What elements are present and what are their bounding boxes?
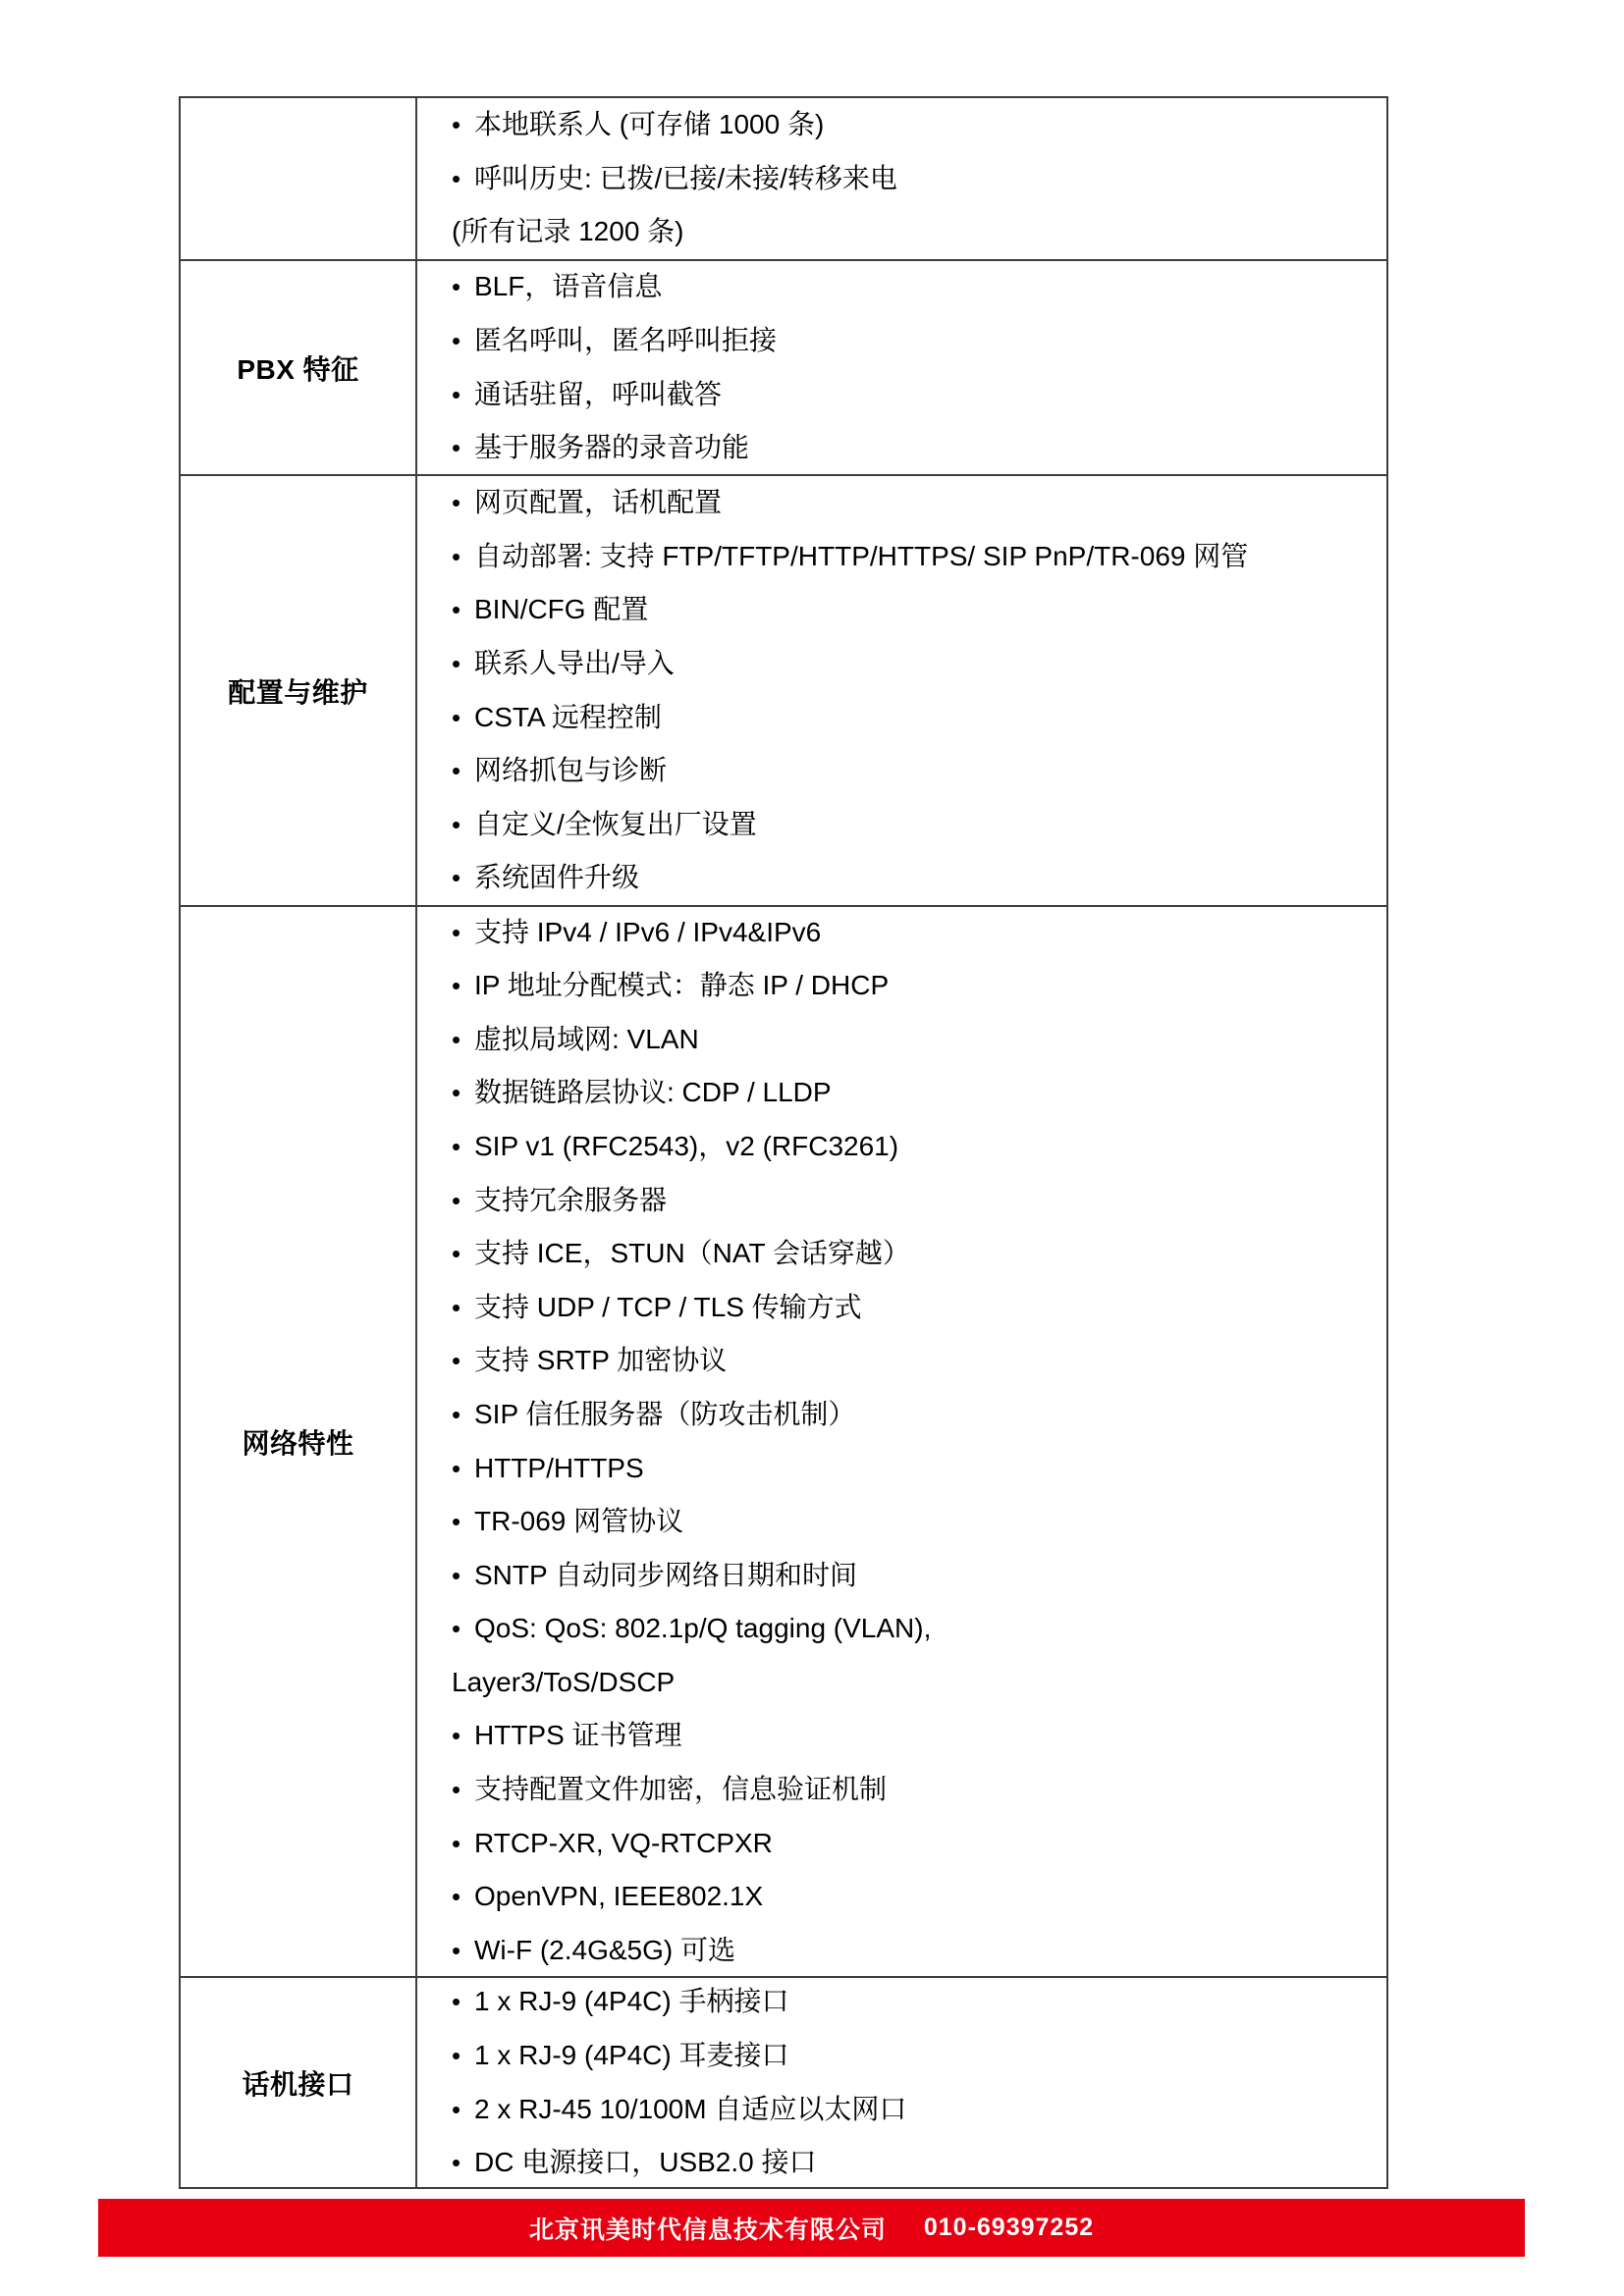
bullet-icon: • [452,1828,461,1858]
spec-text: 匿名呼叫，匿名呼叫拒接 [474,324,778,355]
spec-item [452,1388,1386,1442]
spec-item [452,1442,1386,1496]
bullet-icon: • [452,648,461,678]
spec-item [452,368,1386,422]
bullet-icon: • [452,1131,461,1161]
spec-item [452,1870,1386,1924]
bullet-icon: • [452,1507,461,1537]
bullet-icon: • [452,863,461,893]
spec-item [452,421,1386,474]
bullet-icon: • [452,1987,461,2017]
bullet-icon: • [452,272,461,302]
spec-item [452,314,1386,368]
bullet-icon: • [452,1346,461,1376]
bullet-icon: • [452,1239,461,1269]
spec-item [452,1227,1386,1281]
spec-item [452,2083,1386,2137]
bullet-icon: • [452,163,461,193]
spec-text: Layer3/ToS/DSCP [452,1666,676,1697]
spec-list [417,98,1386,259]
spec-item [452,798,1386,852]
footer-company: 北京讯美时代信息技术有限公司 [528,2216,887,2244]
spec-text: 1 x RJ-9 (4P4C) 耳麦接口 [474,2039,789,2070]
bullet-icon: • [452,2040,461,2070]
spec-item [452,744,1386,798]
spec-text: 数据链路层协议: CDP / LLDP [474,1077,832,1108]
spec-text: IP 地址分配模式：静态 IP / DHCP [474,970,890,1001]
table-row [181,98,1386,259]
spec-item [452,205,1386,259]
spec-text: 通话驻留，呼叫截答 [474,378,723,409]
spec-text: SIP 信任服务器（防攻击机制） [474,1398,856,1429]
bullet-icon: • [452,379,461,409]
spec-item [452,637,1386,691]
row-label: PBX 特征 [181,261,417,474]
bullet-icon: • [452,433,461,463]
table-row [181,474,1386,905]
spec-text: 联系人导出/导入 [474,647,675,678]
spec-text: SIP v1 (RFC2543)，v2 (RFC3261) [474,1130,899,1161]
spec-item [452,1281,1386,1335]
spec-text: 支持配置文件加密，信息验证机制 [474,1774,888,1805]
table-row [181,1976,1386,2187]
spec-item [452,1334,1386,1388]
bullet-icon: • [452,1399,461,1429]
bullet-icon: • [452,1560,461,1590]
spec-text: 支持 IPv4 / IPv6 / IPv4&IPv6 [474,916,822,947]
row-label: 网络特性 [181,907,417,1976]
bullet-icon: • [452,1882,461,1912]
bullet-icon: • [452,2148,461,2178]
spec-item [452,1013,1386,1067]
spec-item [452,1709,1386,1763]
spec-item [452,691,1386,745]
bullet-icon: • [452,1292,461,1322]
spec-text: 呼叫历史: 已拨/已接/未接/转移来电 [474,162,897,193]
spec-text: 虚拟局域网: VLAN [474,1023,699,1054]
spec-text: OpenVPN, IEEE802.1X [474,1881,764,1912]
spec-text: 网页配置，话机配置 [474,487,723,518]
spec-item [452,1924,1386,1976]
spec-item [452,1120,1386,1174]
spec-item [452,1602,1386,1656]
bullet-icon: • [452,917,461,947]
spec-text: CSTA 远程控制 [474,701,662,732]
bullet-icon: • [452,1721,461,1751]
spec-text: BIN/CFG 配置 [474,594,649,625]
spec-text: 本地联系人 (可存储 1000 条) [474,109,825,140]
spec-text: Wi-F (2.4G&5G) 可选 [474,1934,736,1965]
bullet-icon: • [452,595,461,625]
spec-text: 网络抓包与诊断 [474,755,668,786]
spec-text: 自定义/全恢复出厂设置 [474,808,757,839]
spec-item [452,1174,1386,1228]
spec-item [452,907,1386,959]
spec-item [452,851,1386,905]
bullet-icon: • [452,1935,461,1965]
spec-item [452,1978,1386,2029]
spec-list [417,1978,1386,2187]
spec-list [417,261,1386,474]
bullet-icon: • [452,110,461,140]
spec-text: 1 x RJ-9 (4P4C) 手柄接口 [474,1986,789,2017]
bullet-icon: • [452,1775,461,1805]
spec-text: QoS: QoS: 802.1p/Q tagging (VLAN), [474,1613,932,1644]
spec-item [452,261,1386,314]
spec-text: 系统固件升级 [474,862,640,893]
bullet-icon: • [452,488,461,518]
spec-text: 2 x RJ-45 10/100M 自适应以太网口 [474,2093,907,2124]
bullet-icon: • [452,971,461,1001]
spec-text: HTTP/HTTPS [474,1452,644,1483]
spec-text: DC 电源接口，USB2.0 接口 [474,2147,817,2178]
bullet-icon: • [452,325,461,355]
spec-item [452,959,1386,1013]
spec-text: SNTP 自动同步网络日期和时间 [474,1559,857,1590]
spec-item [452,152,1386,206]
spec-text: BLF，语音信息 [474,271,663,302]
bullet-icon: • [452,1453,461,1483]
spec-text: RTCP-XR, VQ-RTCPXR [474,1827,773,1858]
spec-item [452,583,1386,637]
spec-list [417,907,1386,1976]
bullet-icon: • [452,1614,461,1644]
bullet-icon: • [452,541,461,571]
bullet-icon: • [452,756,461,786]
footer-phone: 010-69397252 [923,2214,1095,2241]
spec-text: 自动部署: 支持 FTP/TFTP/HTTP/HTTPS/ SIP PnP/TR-069 网管 [474,540,1249,571]
spec-text: (所有记录 1200 条) [452,216,684,247]
spec-item [452,98,1386,152]
spec-item [452,1817,1386,1871]
spec-item [452,1066,1386,1120]
spec-text: 基于服务器的录音功能 [474,432,750,463]
spec-text: TR-069 网管协议 [474,1506,684,1537]
spec-item [452,530,1386,584]
spec-text: 支持 SRTP 加密协议 [474,1345,728,1376]
spec-item [452,1656,1386,1710]
bullet-icon: • [452,2094,461,2124]
spec-item [452,1763,1386,1817]
bullet-icon: • [452,1185,461,1215]
spec-item [452,1549,1386,1603]
spec-table [179,96,1388,2189]
bullet-icon: • [452,1024,461,1054]
spec-item [452,476,1386,530]
bullet-icon: • [452,1078,461,1108]
table-row [181,259,1386,474]
bullet-icon: • [452,809,461,839]
spec-text: 支持冗余服务器 [474,1184,668,1215]
table-row [181,905,1386,1976]
spec-text: 支持 ICE，STUN（NAT 会话穿越） [474,1238,910,1269]
spec-item [452,2029,1386,2083]
row-label: 配置与维护 [181,476,417,905]
spec-item [452,2136,1386,2187]
spec-list [417,476,1386,905]
row-label: 话机接口 [181,1978,417,2187]
row-label [181,98,417,259]
spec-text: 支持 UDP / TCP / TLS 传输方式 [474,1291,862,1322]
bullet-icon: • [452,702,461,732]
spec-item [452,1495,1386,1549]
spec-text: HTTPS 证书管理 [474,1720,682,1751]
footer-bar [98,2199,1525,2257]
